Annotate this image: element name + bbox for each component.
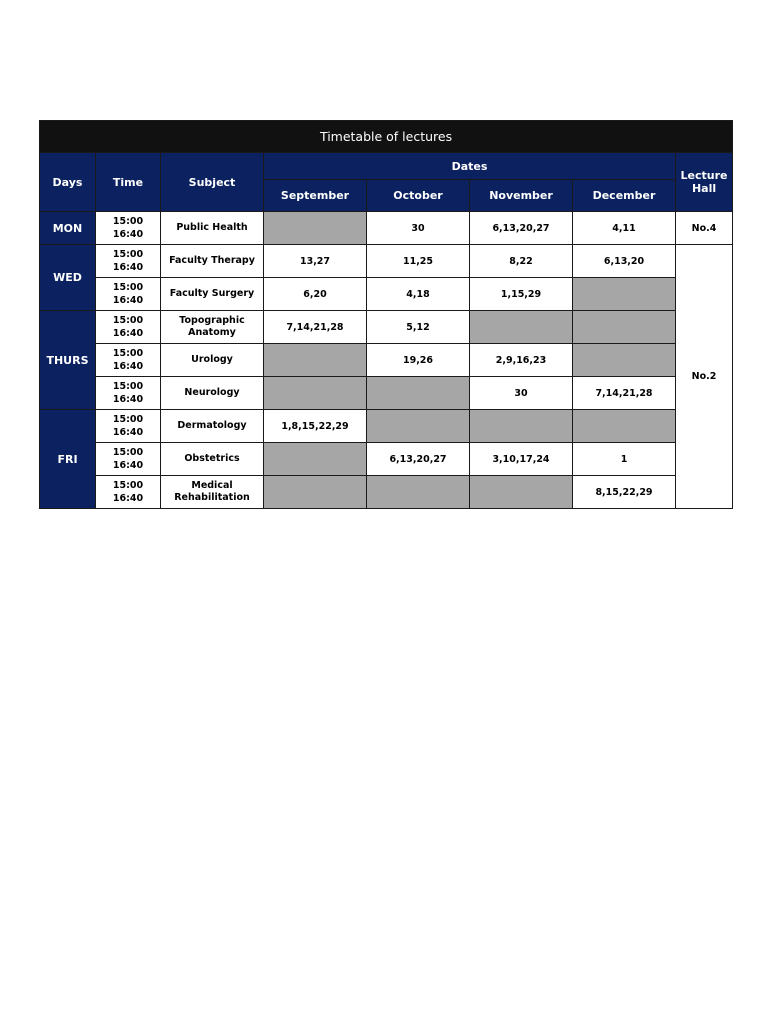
header-lecture-hall-line1: Lecture <box>680 169 728 182</box>
dates-cell-september <box>264 443 367 476</box>
dates-cell-december: 1 <box>573 443 676 476</box>
dates-cell-september: 1,8,15,22,29 <box>264 410 367 443</box>
time-cell <box>96 377 161 410</box>
header-month-november: November <box>470 180 573 212</box>
dates-cell-november <box>470 476 573 509</box>
time-start: 15:00 <box>112 381 144 392</box>
timetable <box>39 120 733 509</box>
dates-cell-october: 11,25 <box>367 245 470 278</box>
time-start: 15:00 <box>112 315 144 326</box>
time-end: 16:40 <box>112 262 144 273</box>
subject-cell <box>161 476 264 509</box>
timetable-body <box>40 212 733 509</box>
day-cell: WED <box>40 245 96 311</box>
time-start: 15:00 <box>112 282 144 293</box>
dates-cell-september: 6,20 <box>264 278 367 311</box>
dates-cell-october <box>367 410 470 443</box>
header-month-october: October <box>367 180 470 212</box>
subject-cell <box>161 212 264 245</box>
subject-label: Topographic <box>179 315 245 326</box>
subject-label: Faculty Therapy <box>169 255 255 266</box>
time-cell <box>96 278 161 311</box>
header-month-september: September <box>264 180 367 212</box>
table-row <box>40 278 733 311</box>
dates-cell-september: 7,14,21,28 <box>264 311 367 344</box>
time-cell <box>96 410 161 443</box>
header-days: Days <box>40 153 96 212</box>
day-cell: MON <box>40 212 96 245</box>
dates-cell-december <box>573 344 676 377</box>
dates-cell-october: 4,18 <box>367 278 470 311</box>
header-time: Time <box>96 153 161 212</box>
subject-label: Faculty Surgery <box>169 288 255 299</box>
subject-cell <box>161 245 264 278</box>
time-cell <box>96 311 161 344</box>
dates-cell-november <box>470 311 573 344</box>
day-cell: THURS <box>40 311 96 410</box>
dates-cell-december: 7,14,21,28 <box>573 377 676 410</box>
dates-cell-october <box>367 476 470 509</box>
table-row <box>40 344 733 377</box>
time-start: 15:00 <box>112 348 144 359</box>
time-cell <box>96 443 161 476</box>
time-end: 16:40 <box>112 229 144 240</box>
time-cell <box>96 476 161 509</box>
table-row <box>40 311 733 344</box>
time-cell <box>96 245 161 278</box>
table-row <box>40 410 733 443</box>
dates-cell-november: 6,13,20,27 <box>470 212 573 245</box>
table-row <box>40 212 733 245</box>
time-end: 16:40 <box>112 361 144 372</box>
subject-cell <box>161 377 264 410</box>
subject-label: Medical <box>191 480 233 491</box>
day-cell: FRI <box>40 410 96 509</box>
lecture-hall-cell: No.4 <box>676 212 733 245</box>
subject-label: Urology <box>191 354 233 365</box>
dates-cell-october: 6,13,20,27 <box>367 443 470 476</box>
dates-cell-december <box>573 278 676 311</box>
dates-cell-september <box>264 377 367 410</box>
header-lecture-hall <box>676 153 733 212</box>
time-start: 15:00 <box>112 480 144 491</box>
time-start: 15:00 <box>112 447 144 458</box>
table-row <box>40 377 733 410</box>
time-cell <box>96 344 161 377</box>
dates-cell-october: 5,12 <box>367 311 470 344</box>
dates-cell-december <box>573 311 676 344</box>
dates-cell-december: 6,13,20 <box>573 245 676 278</box>
dates-cell-december: 8,15,22,29 <box>573 476 676 509</box>
time-end: 16:40 <box>112 295 144 306</box>
time-start: 15:00 <box>112 414 144 425</box>
subject-label: Neurology <box>184 387 240 398</box>
time-start: 15:00 <box>112 249 144 260</box>
time-end: 16:40 <box>112 493 144 504</box>
time-end: 16:40 <box>112 394 144 405</box>
dates-cell-november: 30 <box>470 377 573 410</box>
subject-label: Anatomy <box>188 327 236 338</box>
dates-cell-september: 13,27 <box>264 245 367 278</box>
dates-cell-september <box>264 344 367 377</box>
dates-cell-october: 30 <box>367 212 470 245</box>
dates-cell-december: 4,11 <box>573 212 676 245</box>
subject-cell <box>161 278 264 311</box>
subject-label: Dermatology <box>177 420 247 431</box>
dates-cell-november: 3,10,17,24 <box>470 443 573 476</box>
header-lecture-hall-line2: Hall <box>691 182 717 195</box>
dates-cell-november: 1,15,29 <box>470 278 573 311</box>
time-end: 16:40 <box>112 328 144 339</box>
lecture-hall-cell: No.2 <box>676 245 733 509</box>
subject-cell <box>161 344 264 377</box>
dates-cell-december <box>573 410 676 443</box>
dates-cell-october <box>367 377 470 410</box>
subject-label: Obstetrics <box>184 453 240 464</box>
time-end: 16:40 <box>112 427 144 438</box>
header-subject: Subject <box>161 153 264 212</box>
header-month-december: December <box>573 180 676 212</box>
dates-cell-november: 2,9,16,23 <box>470 344 573 377</box>
subject-label: Public Health <box>176 222 248 233</box>
subject-label: Rehabilitation <box>174 492 250 503</box>
dates-cell-october: 19,26 <box>367 344 470 377</box>
dates-cell-september <box>264 476 367 509</box>
table-row <box>40 245 733 278</box>
subject-cell <box>161 443 264 476</box>
dates-cell-november <box>470 410 573 443</box>
time-end: 16:40 <box>112 460 144 471</box>
dates-cell-september <box>264 212 367 245</box>
dates-cell-november: 8,22 <box>470 245 573 278</box>
subject-cell <box>161 410 264 443</box>
subject-cell <box>161 311 264 344</box>
table-row <box>40 476 733 509</box>
table-row <box>40 443 733 476</box>
time-cell <box>96 212 161 245</box>
table-title: Timetable of lectures <box>40 121 733 153</box>
header-dates: Dates <box>264 153 676 180</box>
time-start: 15:00 <box>112 216 144 227</box>
